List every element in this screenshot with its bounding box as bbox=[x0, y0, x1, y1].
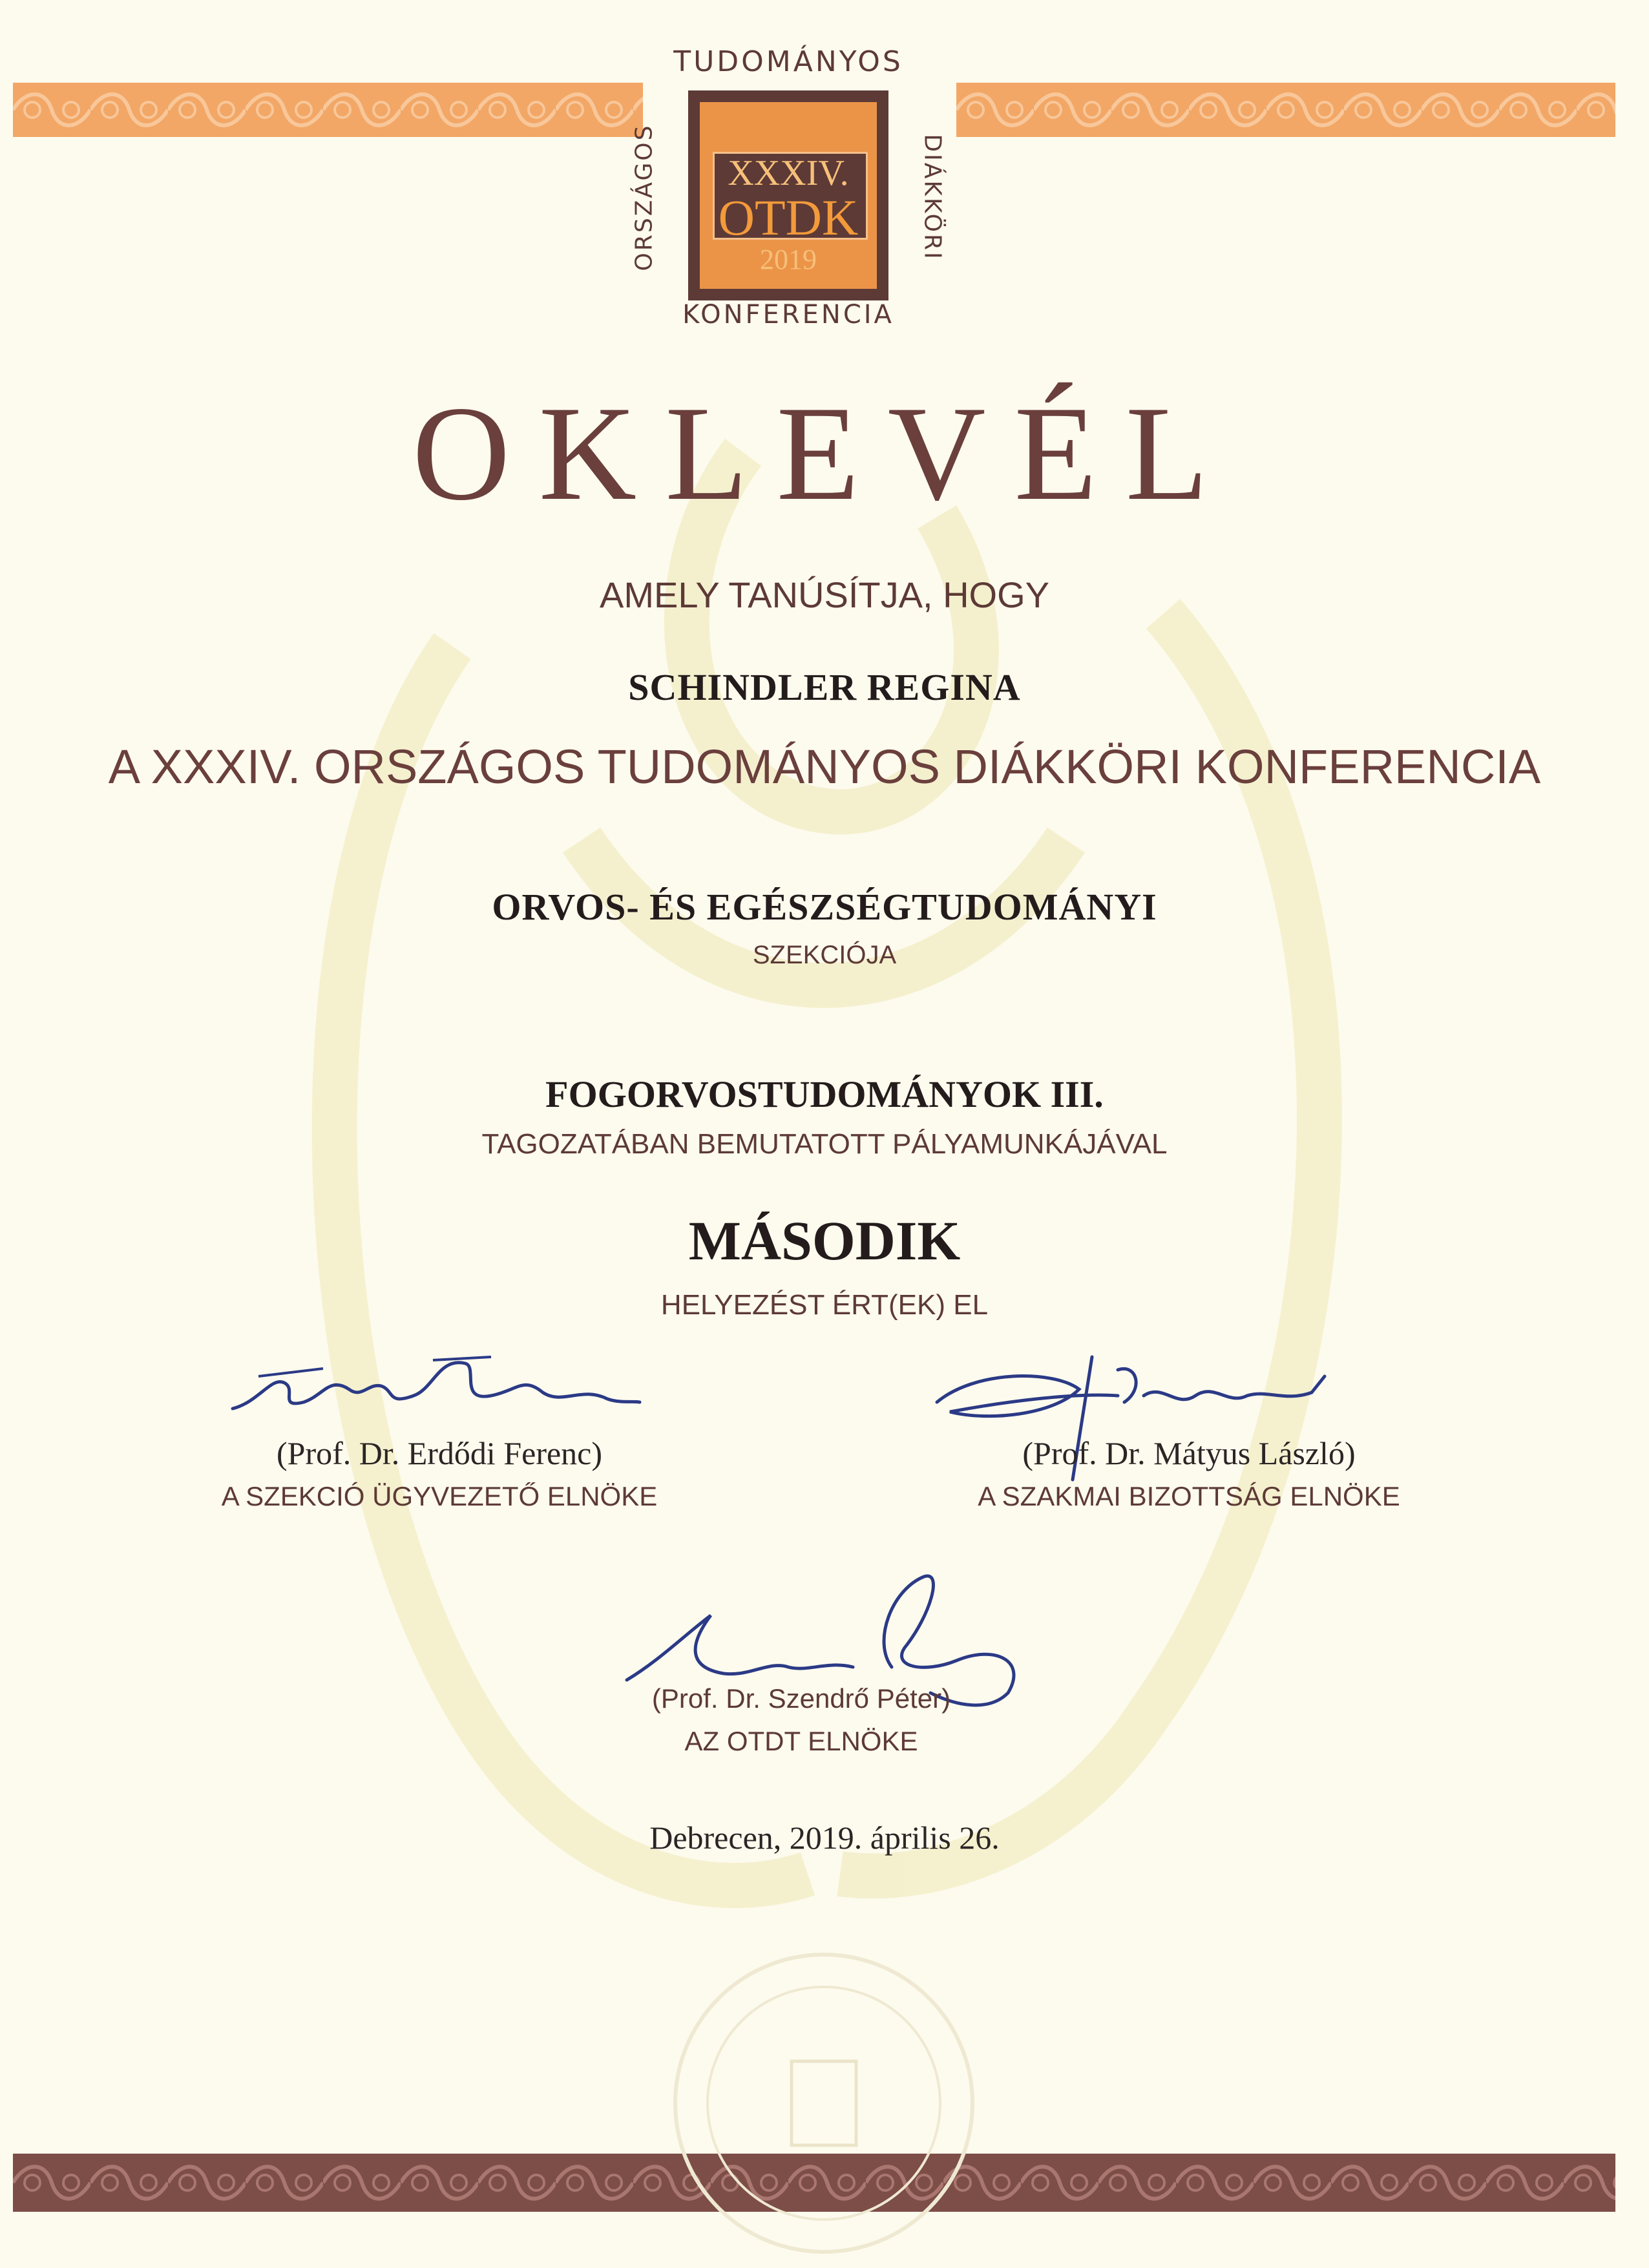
logo-top-text: TUDOMÁNYOS bbox=[673, 45, 903, 78]
signatory-name: (Prof. Dr. Szendrő Péter) bbox=[651, 1683, 951, 1714]
section-suffix: SZEKCIÓJA bbox=[752, 941, 897, 969]
signatory-role: A SZEKCIÓ ÜGYVEZETŐ ELNÖKE bbox=[221, 1481, 658, 1511]
conference-name: A XXXIV. ORSZÁGOS TUDOMÁNYOS DIÁKKÖRI KONFERENCIA bbox=[108, 740, 1541, 793]
decorative-band-top-left bbox=[13, 83, 643, 137]
signature-erdodi bbox=[220, 1331, 646, 1434]
signatory-role: A SZAKMAI BIZOTTSÁG ELNÖKE bbox=[978, 1481, 1400, 1511]
signature-block-matyus bbox=[898, 1434, 1480, 1512]
logo-emblem bbox=[688, 90, 888, 300]
section-name: ORVOS- ÉS EGÉSZSÉGTUDOMÁNYI bbox=[492, 886, 1157, 928]
logo-right-text: DIÁKKÖRI bbox=[919, 134, 946, 261]
placement: MÁSODIK bbox=[688, 1210, 961, 1272]
recipient-name: SCHINDLER REGINA bbox=[628, 666, 1021, 708]
logo-acronym: OTDK bbox=[718, 189, 859, 246]
embossed-seal bbox=[653, 1938, 995, 2268]
track-suffix: TAGOZATÁBAN BEMUTATOTT PÁLYAMUNKÁJÁVAL bbox=[481, 1128, 1168, 1160]
place-and-date: Debrecen, 2019. április 26. bbox=[649, 1820, 1000, 1856]
logo-roman-numeral: XXXIV. bbox=[728, 153, 849, 193]
track-name: FOGORVOSTUDOMÁNYOK III. bbox=[545, 1073, 1104, 1115]
signature-block-szendro bbox=[510, 1683, 1092, 1757]
placement-suffix: HELYEZÉST ÉRT(EK) EL bbox=[660, 1289, 989, 1321]
otdk-logo bbox=[624, 45, 953, 330]
decorative-band-top-right bbox=[956, 83, 1615, 137]
logo-left-text: ORSZÁGOS bbox=[631, 123, 658, 271]
signatory-name: (Prof. Dr. Mátyus László) bbox=[1022, 1435, 1356, 1471]
signatory-role: AZ OTDT ELNÖKE bbox=[684, 1726, 918, 1756]
signature-block-erdodi bbox=[149, 1434, 730, 1512]
logo-bottom-text: KONFERENCIA bbox=[682, 300, 894, 330]
signatory-name: (Prof. Dr. Erdődi Ferenc) bbox=[276, 1435, 603, 1471]
diploma-title: OKLEVÉL bbox=[412, 379, 1237, 529]
logo-year: 2019 bbox=[760, 244, 817, 275]
intro-text: AMELY TANÚSÍTJA, HOGY bbox=[599, 574, 1049, 615]
